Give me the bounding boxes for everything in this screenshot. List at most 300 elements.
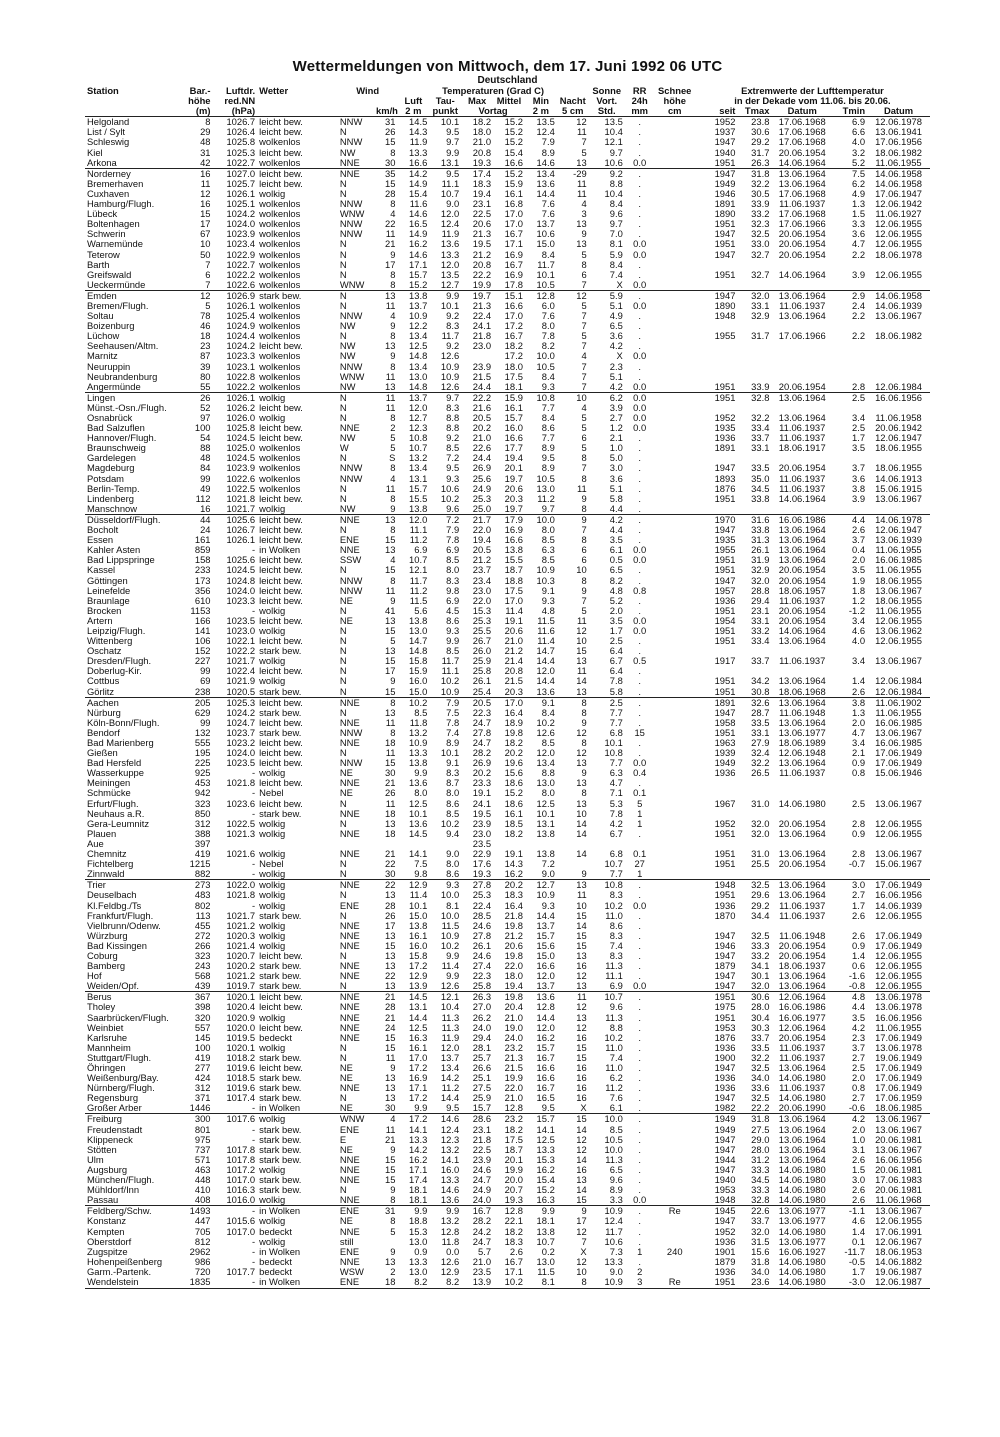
cell-luft: 14.5 (397, 117, 429, 128)
cell-schnee (655, 199, 695, 209)
table-row (85, 1125, 930, 1135)
cell-luftdruck: 1024.2 (226, 209, 256, 220)
header-rr-1: RR (632, 85, 647, 96)
cell-min: 7.6 (541, 209, 555, 220)
cell-datum-min (867, 351, 930, 361)
header-schnee-3: cm (655, 106, 695, 117)
cell-seit (695, 839, 738, 849)
cell-wind-speed: 11 (374, 392, 397, 403)
cell-sonne: 8.4 (609, 259, 623, 270)
cell-datum-min (867, 260, 930, 270)
cell-min: 10.9 (536, 890, 555, 901)
cell-nacht: 7 (581, 1236, 587, 1247)
cell-hoehe: 367 (181, 992, 213, 1003)
cell-wetter: wolkig (259, 890, 286, 901)
cell-max: 28.6 (461, 1114, 493, 1125)
cell-seit: 1951 (714, 636, 736, 647)
cell-taupunkt: 10.2 (440, 493, 460, 504)
cell-datum-min (867, 362, 930, 372)
cell-mittel: 18.0 (504, 361, 523, 372)
cell-mittel: 17.0 (504, 311, 523, 322)
cell-taupunkt: 10.9 (440, 686, 460, 697)
cell-min: 8.4 (541, 707, 555, 718)
cell-seit: 1951 (714, 676, 736, 687)
table-body (85, 117, 930, 1287)
cell-luft: 11.2 (409, 535, 428, 546)
cell-tmin: 2.3 (852, 1032, 866, 1043)
cell-datum-min: 16.06.1956 (875, 1012, 922, 1023)
cell-tmin: 0.4 (852, 545, 866, 556)
cell-mittel: 19.6 (504, 758, 523, 769)
cell-rr: . (638, 1083, 641, 1094)
cell-mittel: 18.2 (504, 341, 523, 352)
cell-mittel: 19.3 (504, 1195, 523, 1206)
cell-wind-dir: NNE (339, 545, 360, 556)
header-rr-3: mm (625, 106, 655, 117)
cell-taupunkt: 7.8 (446, 535, 460, 546)
cell-mittel: 19.4 (504, 981, 523, 992)
cell-mittel: 20.2 (493, 880, 525, 891)
cell-mittel: 19.9 (504, 1073, 523, 1084)
cell-hoehe: 705 (194, 1226, 211, 1237)
cell-station: Bremen/Flugh. (87, 300, 149, 311)
cell-max: 22.3 (472, 707, 492, 718)
cell-luftdruck: 1020.7 (226, 950, 256, 961)
cell-schnee (655, 413, 695, 423)
cell-taupunkt: 12.0 (440, 209, 460, 220)
table-row (85, 849, 930, 859)
cell-sonne: 9.6 (609, 209, 623, 220)
cell-wind-speed: 9 (390, 503, 396, 514)
cell-wind-speed: 13 (384, 1093, 396, 1104)
cell-wind-speed: 4 (390, 473, 396, 484)
cell-tmax: 33.3 (751, 1185, 770, 1196)
cell-nacht: 9 (557, 1206, 589, 1217)
cell-min: 14.1 (536, 1124, 555, 1135)
cell-tmax: 32.2 (751, 413, 770, 423)
cell-luft: 9.9 (414, 768, 428, 779)
cell-datum-max: 13.06.1977 (778, 1236, 826, 1247)
cell-wind-dir: NW (339, 321, 356, 332)
cell-wind-speed: 15 (384, 565, 396, 576)
cell-datum-max: 11.06.1937 (779, 910, 826, 921)
cell-taupunkt: 11.1 (441, 666, 460, 677)
cell-wetter: wolkig (259, 1236, 286, 1247)
cell-datum-max: 14.06.1964 (778, 493, 826, 504)
cell-wetter: stark bew. (259, 1073, 302, 1084)
report-title: Wettermeldungen von Mittwoch, dem 17. Juni 1992 06 UTC (292, 58, 723, 75)
cell-schnee (655, 606, 695, 616)
cell-min: 6.0 (541, 300, 555, 311)
cell-station: Cuxhaven (87, 188, 130, 199)
cell-datum-min: 16.06.1956 (875, 890, 922, 901)
cell-nacht: 7 (581, 525, 587, 536)
cell-sonne: 6.8 (609, 727, 623, 738)
cell-wind-speed: 21 (384, 849, 396, 860)
cell-datum-min: 12.06.1967 (875, 1236, 922, 1247)
cell-wind-dir: E (339, 1134, 347, 1145)
cell-mittel: 19.8 (504, 727, 523, 738)
cell-tmax: 31.8 (737, 168, 771, 179)
cell-datum-max: 14.06.1980 (778, 1164, 826, 1175)
cell-max: 18.2 (461, 117, 493, 128)
cell-wind-speed: 11 (385, 402, 396, 413)
cell-luft: 13.8 (409, 503, 428, 514)
cell-nacht: 16 (576, 1063, 587, 1073)
cell-hoehe: 801 (194, 1124, 211, 1135)
cell-rr: . (638, 666, 641, 677)
cell-luft: 9.8 (414, 869, 428, 880)
cell-nacht: 10 (576, 1266, 587, 1277)
cell-tmin: 2.5 (852, 1063, 866, 1073)
cell-nacht: 5 (581, 147, 587, 158)
cell-wind-dir: NNE (339, 808, 360, 819)
cell-mittel: 16.7 (504, 331, 523, 342)
table-row (85, 1073, 930, 1083)
cell-nacht: 8 (581, 788, 587, 799)
cell-tmin: 1.9 (852, 575, 866, 586)
cell-rr: 0.0 (633, 423, 647, 434)
cell-hoehe: 100 (194, 1042, 211, 1053)
cell-luft: 16.2 (409, 1154, 428, 1165)
cell-sonne: 11.3 (605, 961, 623, 972)
cell-datum-min: 11.06.1955 (875, 605, 922, 616)
cell-seit: 1939 (714, 748, 736, 759)
cell-tmin: 0.9 (852, 940, 866, 951)
cell-wind-dir: NNE (339, 1195, 360, 1206)
table-row (85, 606, 930, 616)
cell-luftdruck: - (252, 808, 256, 819)
cell-luft: 17.4 (409, 1175, 428, 1186)
cell-hoehe: 227 (194, 656, 211, 667)
table-row (85, 1013, 930, 1023)
cell-tmax: 33.0 (751, 239, 770, 250)
cell-luftdruck: 1021.6 (226, 849, 256, 860)
cell-taupunkt: 7.4 (446, 727, 460, 738)
cell-nacht: 5 (581, 300, 587, 311)
cell-station: Nürnberg/Flugh. (87, 1083, 155, 1094)
cell-station: Bad Kissingen (87, 940, 147, 951)
cell-mittel: 19.7 (504, 473, 523, 484)
cell-datum-min: 12.06.1955 (875, 961, 922, 972)
cell-max: 26.7 (472, 636, 492, 647)
cell-max: 25.8 (472, 981, 492, 992)
cell-datum-min: 12.06.1955 (875, 269, 922, 280)
cell-luft: 11.1 (409, 525, 428, 536)
table-row (85, 127, 930, 137)
table-row (85, 576, 930, 586)
cell-datum-min (867, 403, 930, 413)
cell-luft: 11.5 (409, 595, 428, 606)
cell-schnee (655, 545, 695, 555)
cell-schnee (655, 992, 695, 1003)
cell-hoehe: 571 (194, 1154, 211, 1165)
cell-luftdruck: 1021.8 (226, 493, 256, 504)
cell-wetter: leicht bew. (259, 341, 303, 352)
cell-nacht: 11 (576, 483, 587, 494)
cell-datum-min: 17.06.1959 (875, 1093, 922, 1104)
cell-datum-max (771, 869, 833, 880)
cell-datum-max (771, 372, 833, 382)
cell-wind-dir: N (339, 950, 347, 961)
cell-max: 19.4 (472, 188, 492, 199)
cell-datum-min: 13.06.1967 (867, 1114, 930, 1125)
cell-min: 8.2 (541, 341, 555, 352)
cell-taupunkt: 10.2 (440, 940, 460, 951)
cell-mittel: 12.8 (493, 1206, 525, 1217)
cell-mittel: 19.1 (504, 615, 523, 626)
cell-hoehe: 629 (194, 707, 211, 718)
cell-luftdruck: - (252, 1236, 256, 1247)
cell-datum-max: 11.06.1937 (779, 1052, 826, 1063)
table-row (85, 971, 930, 981)
cell-rr: 0.0 (633, 545, 647, 556)
cell-taupunkt: 13.2 (440, 1144, 460, 1155)
cell-schnee (655, 666, 695, 676)
cell-wind-dir: NNE (339, 778, 360, 789)
cell-min: 14.4 (536, 676, 555, 687)
cell-seit: 1949 (714, 1124, 736, 1135)
cell-sonne: 3.3 (609, 1195, 623, 1206)
cell-wind-speed: 13 (384, 1083, 396, 1094)
cell-hoehe: 225 (194, 758, 211, 769)
cell-station: Ulm (87, 1154, 104, 1165)
table-row (85, 351, 930, 361)
cell-nacht: 15 (576, 1052, 587, 1063)
header-vortag: Vortag (461, 106, 525, 117)
cell-nacht: 11 (576, 188, 587, 199)
cell-taupunkt: 9.9 (429, 290, 461, 301)
cell-schnee (655, 179, 695, 189)
cell-wind-speed: 8 (390, 331, 396, 342)
cell-tmin: 2.8 (852, 818, 866, 829)
cell-max: 24.7 (472, 717, 492, 728)
cell-rr (625, 839, 655, 849)
cell-tmin (833, 839, 867, 849)
table-row (85, 494, 930, 504)
cell-schnee (655, 636, 695, 646)
cell-rr: 1 (637, 1246, 643, 1257)
cell-luft: 14.8 (409, 381, 428, 392)
cell-hoehe: 195 (194, 748, 211, 759)
cell-wetter: wolkenlos (259, 351, 301, 362)
cell-sonne: 10.7 (589, 992, 625, 1003)
table-row (85, 311, 930, 321)
cell-station: Kempten (87, 1226, 125, 1237)
cell-seit: 1982 (714, 1103, 736, 1114)
cell-tmax: 32.7 (751, 249, 770, 260)
table-row (85, 666, 930, 676)
cell-datum-max (771, 646, 833, 656)
cell-datum-min: 16.06.1985 (875, 738, 922, 748)
cell-nacht: 8 (581, 473, 587, 484)
table-row (85, 656, 930, 666)
cell-mittel: 16.2 (504, 869, 523, 880)
cell-sonne: 6.8 (609, 849, 623, 860)
cell-nacht: 8 (581, 259, 587, 270)
cell-seit: 1953 (714, 1022, 736, 1033)
cell-mittel: 15.7 (504, 413, 523, 423)
cell-datum-max: 20.06.1954 (778, 818, 826, 829)
cell-luftdruck: 1022.2 (226, 381, 256, 392)
cell-hoehe: 161 (194, 535, 211, 546)
cell-tmax: 32.4 (751, 748, 770, 759)
cell-taupunkt: 0.0 (446, 1246, 460, 1257)
cell-mittel: 18.2 (504, 1124, 523, 1135)
cell-station: Weißenburg/Bay. (87, 1073, 159, 1084)
cell-hoehe: 398 (194, 1002, 211, 1013)
cell-wetter: in Wolken (259, 1276, 301, 1287)
cell-min: 10.0 (525, 514, 557, 525)
table-row (85, 1023, 930, 1033)
cell-station: Cottbus (87, 676, 120, 687)
header-luftdruck-2: red.NN (224, 95, 256, 107)
cell-luft: 16.3 (409, 1032, 428, 1043)
cell-rr: . (638, 147, 641, 158)
cell-schnee (655, 1073, 695, 1083)
cell-sonne: 7.8 (609, 808, 623, 819)
cell-tmin: -0.8 (848, 981, 866, 992)
cell-station: Lingen (85, 392, 181, 403)
cell-min: 13.7 (536, 219, 555, 230)
cell-hoehe: 23 (200, 341, 211, 352)
cell-wind-speed: 21 (384, 239, 396, 250)
cell-wind-dir: NNE (339, 423, 360, 434)
cell-max: 22.5 (472, 1144, 492, 1155)
cell-datum-max: 13.06.1964 (771, 392, 833, 403)
cell-min: 9.1 (541, 585, 555, 596)
cell-schnee (655, 555, 695, 565)
cell-wind-speed: S (389, 453, 396, 464)
cell-wind-dir: N (339, 605, 347, 616)
cell-sonne: 5.1 (609, 483, 623, 494)
cell-min: 8.4 (541, 249, 555, 260)
cell-hoehe: 7 (205, 259, 211, 270)
cell-tmax (737, 839, 771, 849)
cell-tmax: 33.1 (751, 727, 770, 738)
cell-hoehe: 448 (194, 1175, 211, 1186)
cell-tmin: -0.5 (848, 1256, 866, 1267)
cell-max: 21.6 (472, 402, 492, 413)
cell-wind-dir: NE (339, 1144, 353, 1155)
cell-datum-min: 13.06.1967 (875, 493, 922, 504)
cell-rr: 0.0 (633, 279, 647, 290)
cell-wind-dir: SSW (339, 555, 362, 566)
cell-wetter: wolkenlos (259, 300, 301, 311)
cell-luftdruck: 1021.3 (226, 828, 256, 839)
cell-max: 23.0 (472, 585, 492, 596)
cell-datum-min: 11.06.1955 (875, 1022, 922, 1033)
cell-rr: . (638, 1134, 641, 1145)
cell-wind-dir: NE (339, 1063, 353, 1073)
cell-wind-speed: 8 (390, 413, 396, 423)
cell-luft: 15.3 (409, 1226, 428, 1237)
cell-rr: . (638, 1012, 641, 1023)
cell-luft: 16.6 (409, 157, 428, 168)
cell-taupunkt: 12.1 (429, 992, 461, 1003)
cell-taupunkt: 9.8 (446, 585, 460, 596)
cell-seit: 1891 (714, 443, 736, 454)
cell-tmin: 1.4 (852, 676, 866, 687)
cell-tmax: 22.2 (751, 1103, 770, 1114)
cell-min: 13.4 (536, 758, 555, 769)
cell-wind-speed: 11 (385, 717, 396, 728)
cell-datum-min: 13.06.1978 (875, 1042, 922, 1053)
table-row (85, 1267, 930, 1277)
cell-seit: 1952 (714, 818, 736, 829)
cell-wetter: wolkig (259, 869, 286, 880)
cell-schnee (655, 758, 695, 768)
cell-schnee (655, 260, 695, 270)
cell-sonne: 7.7 (609, 758, 623, 769)
cell-wind-dir: NNE (339, 1226, 360, 1237)
cell-tmax (737, 321, 771, 331)
cell-mittel: 20.6 (504, 940, 523, 951)
cell-seit: 1949 (695, 1114, 738, 1125)
cell-seit: 1936 (714, 1042, 736, 1053)
cell-rr: . (625, 1114, 655, 1125)
cell-tmax: 26.3 (751, 157, 770, 168)
header-min-2: 2 m (525, 106, 557, 117)
cell-max: 17.4 (461, 168, 493, 179)
cell-wind-dir: NNE (339, 1175, 360, 1186)
cell-tmax: 33.9 (751, 381, 770, 392)
cell-datum-max: 13.06.1964 (778, 890, 826, 901)
cell-hoehe: 323 (194, 950, 211, 961)
cell-datum-min: 14.06.1939 (875, 900, 922, 911)
cell-mittel: 16.7 (504, 229, 523, 240)
cell-wind-speed: 4 (390, 555, 396, 566)
cell-sonne: X (616, 351, 623, 362)
cell-min: 12.0 (536, 748, 555, 759)
cell-schnee: Re (668, 1276, 681, 1287)
cell-hoehe: 6 (205, 269, 211, 280)
cell-sonne: 11.2 (605, 1083, 623, 1094)
cell-schnee (655, 728, 695, 738)
cell-mittel: 18.2 (504, 1226, 523, 1237)
cell-hoehe: 397 (194, 838, 211, 849)
cell-nacht: 7 (581, 321, 587, 332)
cell-wetter: leicht bew. (257, 992, 338, 1003)
cell-nacht: 12 (576, 1144, 587, 1155)
cell-luft: 14.5 (397, 992, 429, 1003)
cell-wind-dir: N (339, 1093, 347, 1104)
cell-luftdruck: 1021.7 (226, 503, 256, 514)
cell-rr: . (638, 1144, 641, 1155)
cell-datum-max: 13.06.1964 (771, 697, 833, 708)
cell-seit: 1947 (714, 971, 736, 982)
cell-wetter: wolkig (257, 880, 338, 891)
cell-tmin: 2.6 (852, 1154, 866, 1165)
cell-tmin: 3.9 (852, 269, 866, 280)
table-row (85, 209, 930, 219)
cell-hoehe: 312 (194, 1083, 211, 1094)
cell-mittel: 15.1 (493, 290, 525, 301)
cell-wind-speed (374, 839, 397, 849)
cell-datum-min (867, 646, 930, 656)
cell-hoehe: 99 (200, 473, 211, 484)
cell-luft: 14.4 (409, 1012, 428, 1023)
cell-mittel: 18.2 (504, 738, 523, 748)
cell-mittel: 21.0 (504, 1012, 523, 1023)
cell-mittel: 16.9 (504, 249, 523, 260)
cell-taupunkt: 9.2 (446, 433, 460, 444)
cell-mittel: 20.4 (504, 1002, 523, 1013)
cell-datum-max: 11.06.1937 (779, 433, 826, 444)
cell-luft: 8.5 (414, 707, 428, 718)
cell-datum-min: 12.06.1955 (875, 950, 922, 961)
cell-datum-min: 12.06.1984 (875, 686, 922, 697)
